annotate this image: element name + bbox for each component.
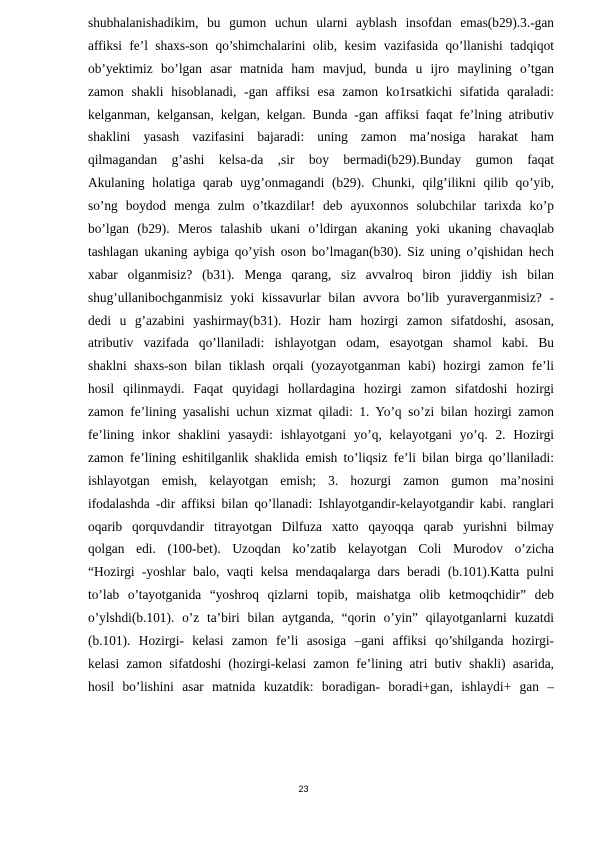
text-line: shaklini yasash vazifasini bajaradi: uning zamon ma’nosiga harakat ham bbox=[88, 129, 554, 145]
text-line: qilmagandan g’ashi kelsa-da ,sir boy bermadi(b29).Bunday gumon faqat bbox=[88, 152, 554, 168]
text-line: tashlagan ukaning aybiga qo’yish oson bo’lmagan(b30). Siz uning o’qishidan hech bbox=[88, 243, 554, 259]
text-line: ishlayotgan emish, kelayotgan emish; 3. hozurgi zamon gumon ma’nosini bbox=[88, 472, 554, 488]
text-line: affiksi fe’l shaxs-son qo’shimchalarini olib, kesim vazifasida qo’llanishi tadqiqot bbox=[88, 37, 554, 53]
text-line: shaklni shaxs-son bilan tiklash orqali (yozayotganman kabi) hozirgi zamon fe’li bbox=[88, 358, 554, 374]
text-line: shug’ullanibochganmisiz yoki kissavurlar bilan avvora bo’lib yuraverganmisiz? - bbox=[88, 289, 554, 305]
text-line: xabar olganmisiz? (b31). Menga qarang, siz avvalroq biron jiddiy ish bilan bbox=[88, 266, 554, 282]
text-line: o’ylshdi(b.101). o’z ta’biri bilan aytganda, “qorin o’yin” qilayotganlarni kuzatdi bbox=[88, 610, 554, 626]
text-line: ob’yektimiz bo’lgan asar matnida ham mavjud, bunda u ijro maylining o’tgan bbox=[88, 60, 554, 76]
text-line: so’ng boydod menga zulm o’tkazdilar! deb ayuxonnos solubchilar tarixda ko’p bbox=[88, 198, 554, 214]
text-line: oqarib qorquvdandir titrayotgan Dilfuza xatto qayoqqa qarab yurishni bilmay bbox=[88, 518, 554, 534]
text-line: kelganman, kelgansan, kelgan, kelgan. Bunda -gan affiksi faqat fe’lning atributiv bbox=[88, 106, 554, 122]
text-line: to’lab o’tayotganida “yoshroq qizlarni topib, maishatga olib ketmoqchidir” deb bbox=[88, 587, 554, 603]
text-line: dedi u g’azabini yashirmay(b31). Hozir ham hozirgi zamon sifatdoshi, asosan, bbox=[88, 312, 554, 328]
body-text bbox=[88, 12, 554, 699]
text-line: zamon fe’lining eshitilganlik shaklida emish to’liqsiz fe’li bilan birga qo’llaniladi: bbox=[88, 449, 554, 465]
text-line: hosil qilinmaydi. Faqat quyidagi hollardagina hozirgi zamon sifatdoshi hozirgi bbox=[88, 381, 554, 397]
text-line: fe’lining inkor shaklini yasaydi: ishlayotgani yo’q, kelayotgani yo’q. 2. Hozirgi bbox=[88, 427, 554, 443]
text-line: ifodalashda -dir affiksi bilan qo’llanadi: Ishlayotgandir-kelayotgandir kabi. ranglari bbox=[88, 495, 554, 511]
page-number: 23 bbox=[298, 784, 309, 794]
text-line: qolgan edi. (100-bet). Uzoqdan ko’zatib kelayotgan Coli Murodov o’zicha bbox=[88, 541, 554, 557]
text-line: atributiv vazifada qo’llaniladi: ishlayotgan odam, esayotgan shamol kabi. Bu bbox=[88, 335, 554, 351]
text-line: “Hozirgi -yoshlar balo, vaqti kelsa mendaqalarga dars beradi (b.101).Katta pulni bbox=[88, 564, 554, 580]
text-line: zamon fe’lining yasalishi uchun xizmat qiladi: 1. Yo’q so’zi bilan hozirgi zamon bbox=[88, 404, 554, 420]
text-line: bo’lgan (b29). Meros talashib ukani o’ldirgan akaning yoki ukaning chavaqlab bbox=[88, 221, 554, 237]
text-line: kelasi zamon sifatdoshi (hozirgi-kelasi zamon fe’lining atri butiv shakli) asarida, bbox=[88, 655, 554, 671]
text-line: hosil bo’lishini asar matnida kuzatdik: boradigan- boradi+gan, ishlaydi+ gan – bbox=[88, 678, 554, 694]
text-line: zamon shakli hisoblanadi, -gan affiksi esa zamon ko1rsatkichi sifatida qaraladi: bbox=[88, 83, 554, 99]
text-line: shubhalanishadikim, bu gumon uchun ularni ayblash insofdan emas(b29).3.-gan bbox=[88, 15, 554, 30]
text-line: Akulaning holatiga qarab uyg’onmagandi (b29). Chunki, qilg’ilikni qilib qo’yib, bbox=[88, 175, 554, 191]
text-line: (b.101). Hozirgi- kelasi zamon fe’li asosiga –gani affiksi qo’shilganda hozirgi- bbox=[88, 633, 554, 649]
